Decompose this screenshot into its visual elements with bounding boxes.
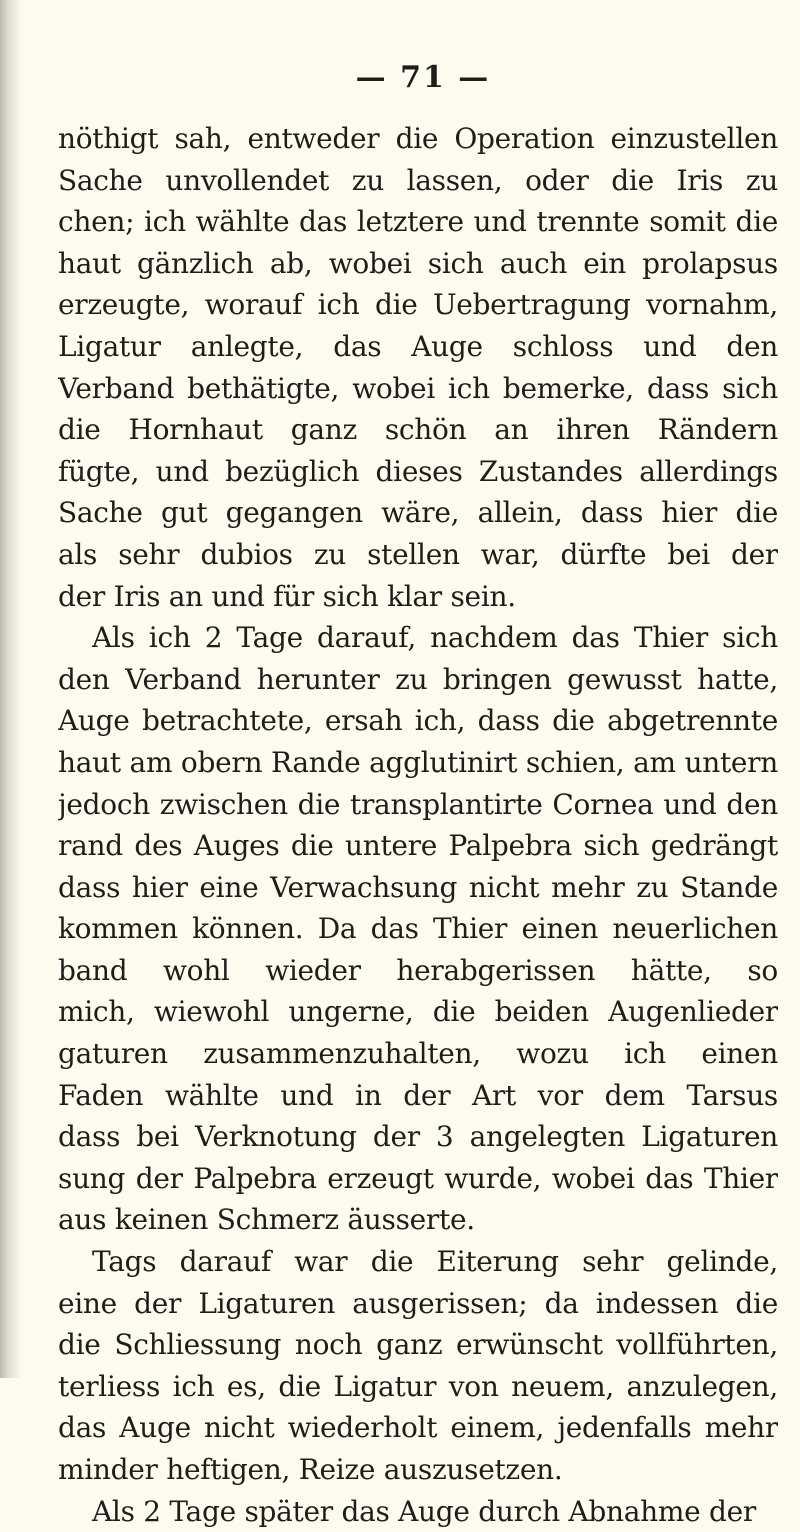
text-line: die Hornhaut ganz schön an ihren Rändern: [58, 413, 778, 447]
text-line: das Auge nicht wiederholt einem, jedenfalls mehr: [58, 1411, 778, 1445]
text-line: Verband bethätigte, wobei ich bemerke, dass sich: [58, 371, 778, 405]
text-line: jedoch zwischen die transplantirte Cornea und den: [58, 787, 778, 821]
text-line: Ligatur anlegte, das Auge schloss und den: [58, 329, 778, 363]
text-line: gaturen zusammenzuhalten, wozu ich einen: [58, 1037, 778, 1071]
text-line: rand des Auges die untere Palpebra sich gedrängt: [58, 829, 778, 863]
text-line: minder heftigen, Reize auszusetzen.: [58, 1453, 563, 1486]
page-number: — 71 —: [355, 60, 491, 95]
text-line: band wohl wieder herabgerissen hätte, so: [58, 953, 778, 987]
text-line: die Schliessung noch ganz erwünscht vollführten,: [58, 1328, 778, 1362]
text-line: dass bei Verknotung der 3 angelegten Ligaturen: [58, 1120, 778, 1154]
text-line: Faden wählte und in der Art vor dem Tarsus: [58, 1078, 778, 1112]
book-page: [58, 58, 778, 1532]
text-line: haut am obern Rande agglutinirt schien, am untern: [58, 745, 778, 779]
text-line: terliess ich es, die Ligatur von neuem, anzulegen,: [58, 1369, 778, 1403]
text-line: als sehr dubios zu stellen war, dürfte bei der: [58, 537, 778, 571]
text-line: der Iris an und für sich klar sein.: [58, 579, 516, 613]
text-line: Sache gut gegangen wäre, allein, dass hier die: [58, 496, 778, 530]
text-line: dass hier eine Verwachsung nicht mehr zu Stande: [58, 870, 778, 904]
text-line: Tags darauf war die Eiterung sehr gelinde,: [92, 1245, 778, 1279]
text-line: sung der Palpebra erzeugt wurde, wobei das Thier: [58, 1161, 778, 1195]
text-line: eine der Ligaturen ausgerissen; da indessen die: [58, 1286, 778, 1320]
text-line: mich, wiewohl ungerne, die beiden Augenlieder: [58, 995, 778, 1029]
text-line: haut gänzlich ab, wobei sich auch ein prolapsus: [58, 246, 778, 280]
text-line: Auge betrachtete, ersah ich, dass die abgetrennte: [58, 704, 778, 738]
text-line: Als 2 Tage später das Auge durch Abnahme der: [92, 1494, 756, 1528]
text-line: fügte, und bezüglich dieses Zustandes allerdings: [58, 454, 778, 488]
text-line: Als ich 2 Tage darauf, nachdem das Thier sich: [92, 621, 778, 655]
text-line: erzeugte, worauf ich die Uebertragung vornahm,: [58, 288, 778, 322]
text-line: den Verband herunter zu bringen gewusst hatte,: [58, 662, 778, 696]
text-line: aus keinen Schmerz äusserte.: [58, 1203, 475, 1237]
body-text: [58, 118, 778, 1532]
page-edge-shadow: [0, 0, 22, 1378]
text-line: nöthigt sah, entweder die Operation einzustellen: [58, 122, 778, 155]
text-line: Sache unvollendet zu lassen, oder die Iris zu: [58, 163, 778, 197]
text-line: chen; ich wählte das letztere und trennte somit die: [58, 205, 778, 239]
text-line: kommen können. Da das Thier einen neuerlichen: [58, 912, 778, 946]
